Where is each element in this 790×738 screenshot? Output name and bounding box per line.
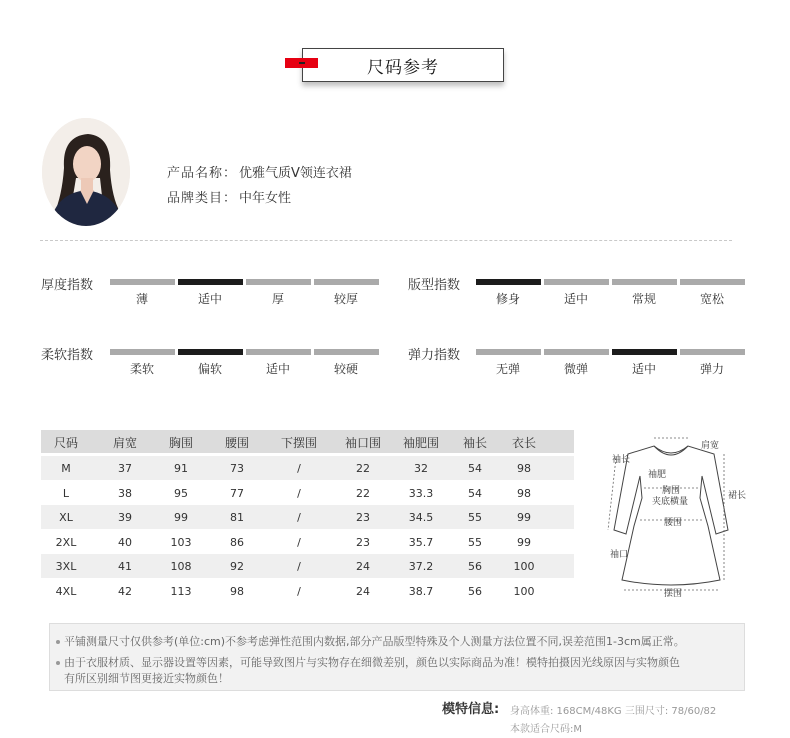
note-line-2: 由于衣服材质、显示器设置等因素，可能导致图片与实物存在细微差别，颜色以实际商品为准！模特拍摄因光线原因与实物颜色: [56, 654, 680, 670]
diagram-waist-label: 腰围: [664, 518, 683, 528]
table-cell: 73: [230, 462, 244, 475]
garment-diagram: [596, 430, 746, 605]
table-cell: 23: [356, 535, 370, 549]
softness-segment: [314, 349, 379, 355]
table-cell: 35.7: [408, 535, 434, 549]
table-cell: 24: [356, 560, 370, 573]
elasticity-option-label: 无弹: [495, 362, 520, 376]
table-cell: 113: [170, 584, 192, 598]
softness-option-label: 偏软: [197, 362, 222, 376]
table-cell: 95: [174, 486, 188, 500]
product-name-row: 产品名称： 优雅气质V领连衣裙: [167, 166, 352, 181]
table-cell: 55: [468, 511, 482, 524]
diagram-shoulder-label: 肩宽: [701, 441, 720, 451]
table-cell: 23: [356, 511, 370, 524]
table-header-cell: 下摆围: [280, 436, 317, 450]
table-cell: 103: [170, 535, 192, 549]
elasticity-segment: [680, 349, 745, 355]
table-cell: 81: [230, 511, 244, 524]
softness-segment: [110, 349, 175, 355]
table-header-cell: 袖口围: [344, 436, 381, 450]
table-cell: L: [62, 486, 70, 500]
table-cell: 34.5: [408, 511, 434, 524]
note-line-1: 平铺测量尺寸仅供参考(单位:cm)不参考虑弹性范围内数据,部分产品版型特殊及个人测量方法位置不同,误差范围1-3cm属正常。: [56, 633, 685, 649]
table-cell: M: [61, 462, 71, 475]
table-cell: 92: [230, 560, 244, 573]
fit-option-label: 修身: [495, 292, 520, 306]
elasticity-segment-selected: [612, 349, 677, 355]
table-cell: 32: [414, 462, 428, 475]
table-header-cell: 袖肥围: [402, 436, 439, 450]
fit-option-label: 宽松: [699, 292, 724, 306]
softness-label: 柔软指数: [41, 348, 94, 363]
thickness-segment-selected: [178, 279, 243, 285]
diagram-sleeve-length-label: 袖长: [612, 455, 631, 465]
fit-option-label: 适中: [563, 292, 588, 306]
table-cell: /: [297, 486, 301, 500]
title-accent-flag: [285, 58, 318, 68]
table-cell: XL: [59, 511, 73, 524]
fit-segment-selected: [476, 279, 541, 285]
table-cell: 56: [468, 560, 482, 573]
softness-segment-selected: [178, 349, 243, 355]
thickness-option-label: 薄: [135, 292, 148, 306]
table-cell: 100: [513, 584, 535, 598]
table-cell: 98: [517, 486, 531, 500]
thickness-label: 厚度指数: [41, 278, 94, 293]
table-header-cell: 衣长: [511, 436, 536, 450]
table-cell: /: [297, 535, 301, 549]
table-cell: /: [297, 560, 301, 573]
section-title: 尺码参考: [302, 48, 504, 82]
table-cell: 3XL: [55, 560, 77, 573]
diagram-sleeve-width-label: 袖肥: [648, 470, 667, 480]
elasticity-option-label: 适中: [631, 362, 656, 376]
table-cell: 99: [517, 511, 531, 524]
table-cell: 91: [174, 462, 188, 475]
table-cell: 41: [118, 560, 132, 573]
softness-option-label: 柔软: [129, 362, 154, 376]
divider: [40, 240, 732, 241]
thickness-option-label: 厚: [271, 292, 284, 306]
table-cell: 77: [230, 486, 244, 500]
table-header-cell: 腰围: [224, 436, 249, 450]
thickness-option-label: 较厚: [333, 292, 358, 306]
table-cell: 98: [230, 584, 244, 598]
fit-segment: [544, 279, 609, 285]
table-cell: 37.2: [408, 560, 434, 573]
table-cell: 33.3: [408, 486, 434, 500]
table-cell: 4XL: [55, 584, 77, 598]
diagram-chest-label: 胸围: [662, 486, 681, 496]
table-header-cell: 袖长: [462, 436, 487, 450]
elasticity-segment: [476, 349, 541, 355]
fit-segment: [680, 279, 745, 285]
fit-option-label: 常规: [631, 292, 656, 306]
table-cell: 98: [517, 462, 531, 475]
table-cell: /: [297, 462, 301, 475]
table-cell: 108: [170, 560, 192, 573]
table-cell: 22: [356, 462, 370, 475]
model-avatar: [42, 118, 130, 226]
table-cell: 56: [468, 584, 482, 598]
diagram-cuff-label: 袖口: [610, 550, 629, 560]
table-cell: 2XL: [55, 535, 77, 549]
table-cell: 24: [356, 584, 370, 598]
model-size-text: 本款适合尺码:M: [510, 724, 582, 735]
table-cell: /: [297, 511, 301, 524]
note-line-3: 有所区别细节图更接近实物颜色！: [64, 672, 229, 685]
diagram-length-label: 裙长: [728, 491, 747, 501]
table-cell: 86: [230, 535, 244, 549]
table-header-cell: 尺码: [53, 436, 78, 450]
table-cell: 22: [356, 486, 370, 500]
product-category-row: 品牌类目： 中年女性: [167, 191, 292, 206]
table-header-cell: 肩宽: [112, 436, 137, 450]
table-cell: 99: [517, 535, 531, 549]
softness-option-label: 较硬: [333, 362, 358, 376]
notes-box: [49, 623, 745, 691]
elasticity-label: 弹力指数: [408, 348, 461, 363]
diagram-armpit-note: 夹底横量: [652, 497, 689, 507]
table-header-cell: 胸围: [168, 436, 193, 450]
table-cell: 42: [118, 584, 132, 598]
softness-option-label: 适中: [265, 362, 290, 376]
table-cell: 54: [468, 486, 482, 500]
table-cell: 38: [118, 486, 132, 500]
elasticity-option-label: 微弹: [563, 362, 588, 376]
table-cell: 99: [174, 511, 188, 524]
thickness-segment: [314, 279, 379, 285]
table-cell: 40: [118, 535, 132, 549]
table-cell: 37: [118, 462, 132, 475]
thickness-option-label: 适中: [197, 292, 222, 306]
table-cell: 38.7: [408, 584, 434, 598]
model-info-label: 模特信息:: [442, 702, 500, 717]
table-cell: /: [297, 584, 301, 598]
elasticity-option-label: 弹力: [699, 362, 724, 376]
thickness-segment: [246, 279, 311, 285]
diagram-hem-label: 摆围: [664, 589, 683, 599]
table-cell: 55: [468, 535, 482, 549]
fit-segment: [612, 279, 677, 285]
table-cell: 39: [118, 511, 132, 524]
fit-label: 版型指数: [408, 278, 461, 293]
softness-segment: [246, 349, 311, 355]
elasticity-segment: [544, 349, 609, 355]
thickness-segment: [110, 279, 175, 285]
table-cell: 100: [513, 560, 535, 573]
table-cell: 54: [468, 462, 482, 475]
model-info-text: 身高体重: 168CM/48KG 三围尺寸: 78/60/82: [510, 706, 717, 717]
